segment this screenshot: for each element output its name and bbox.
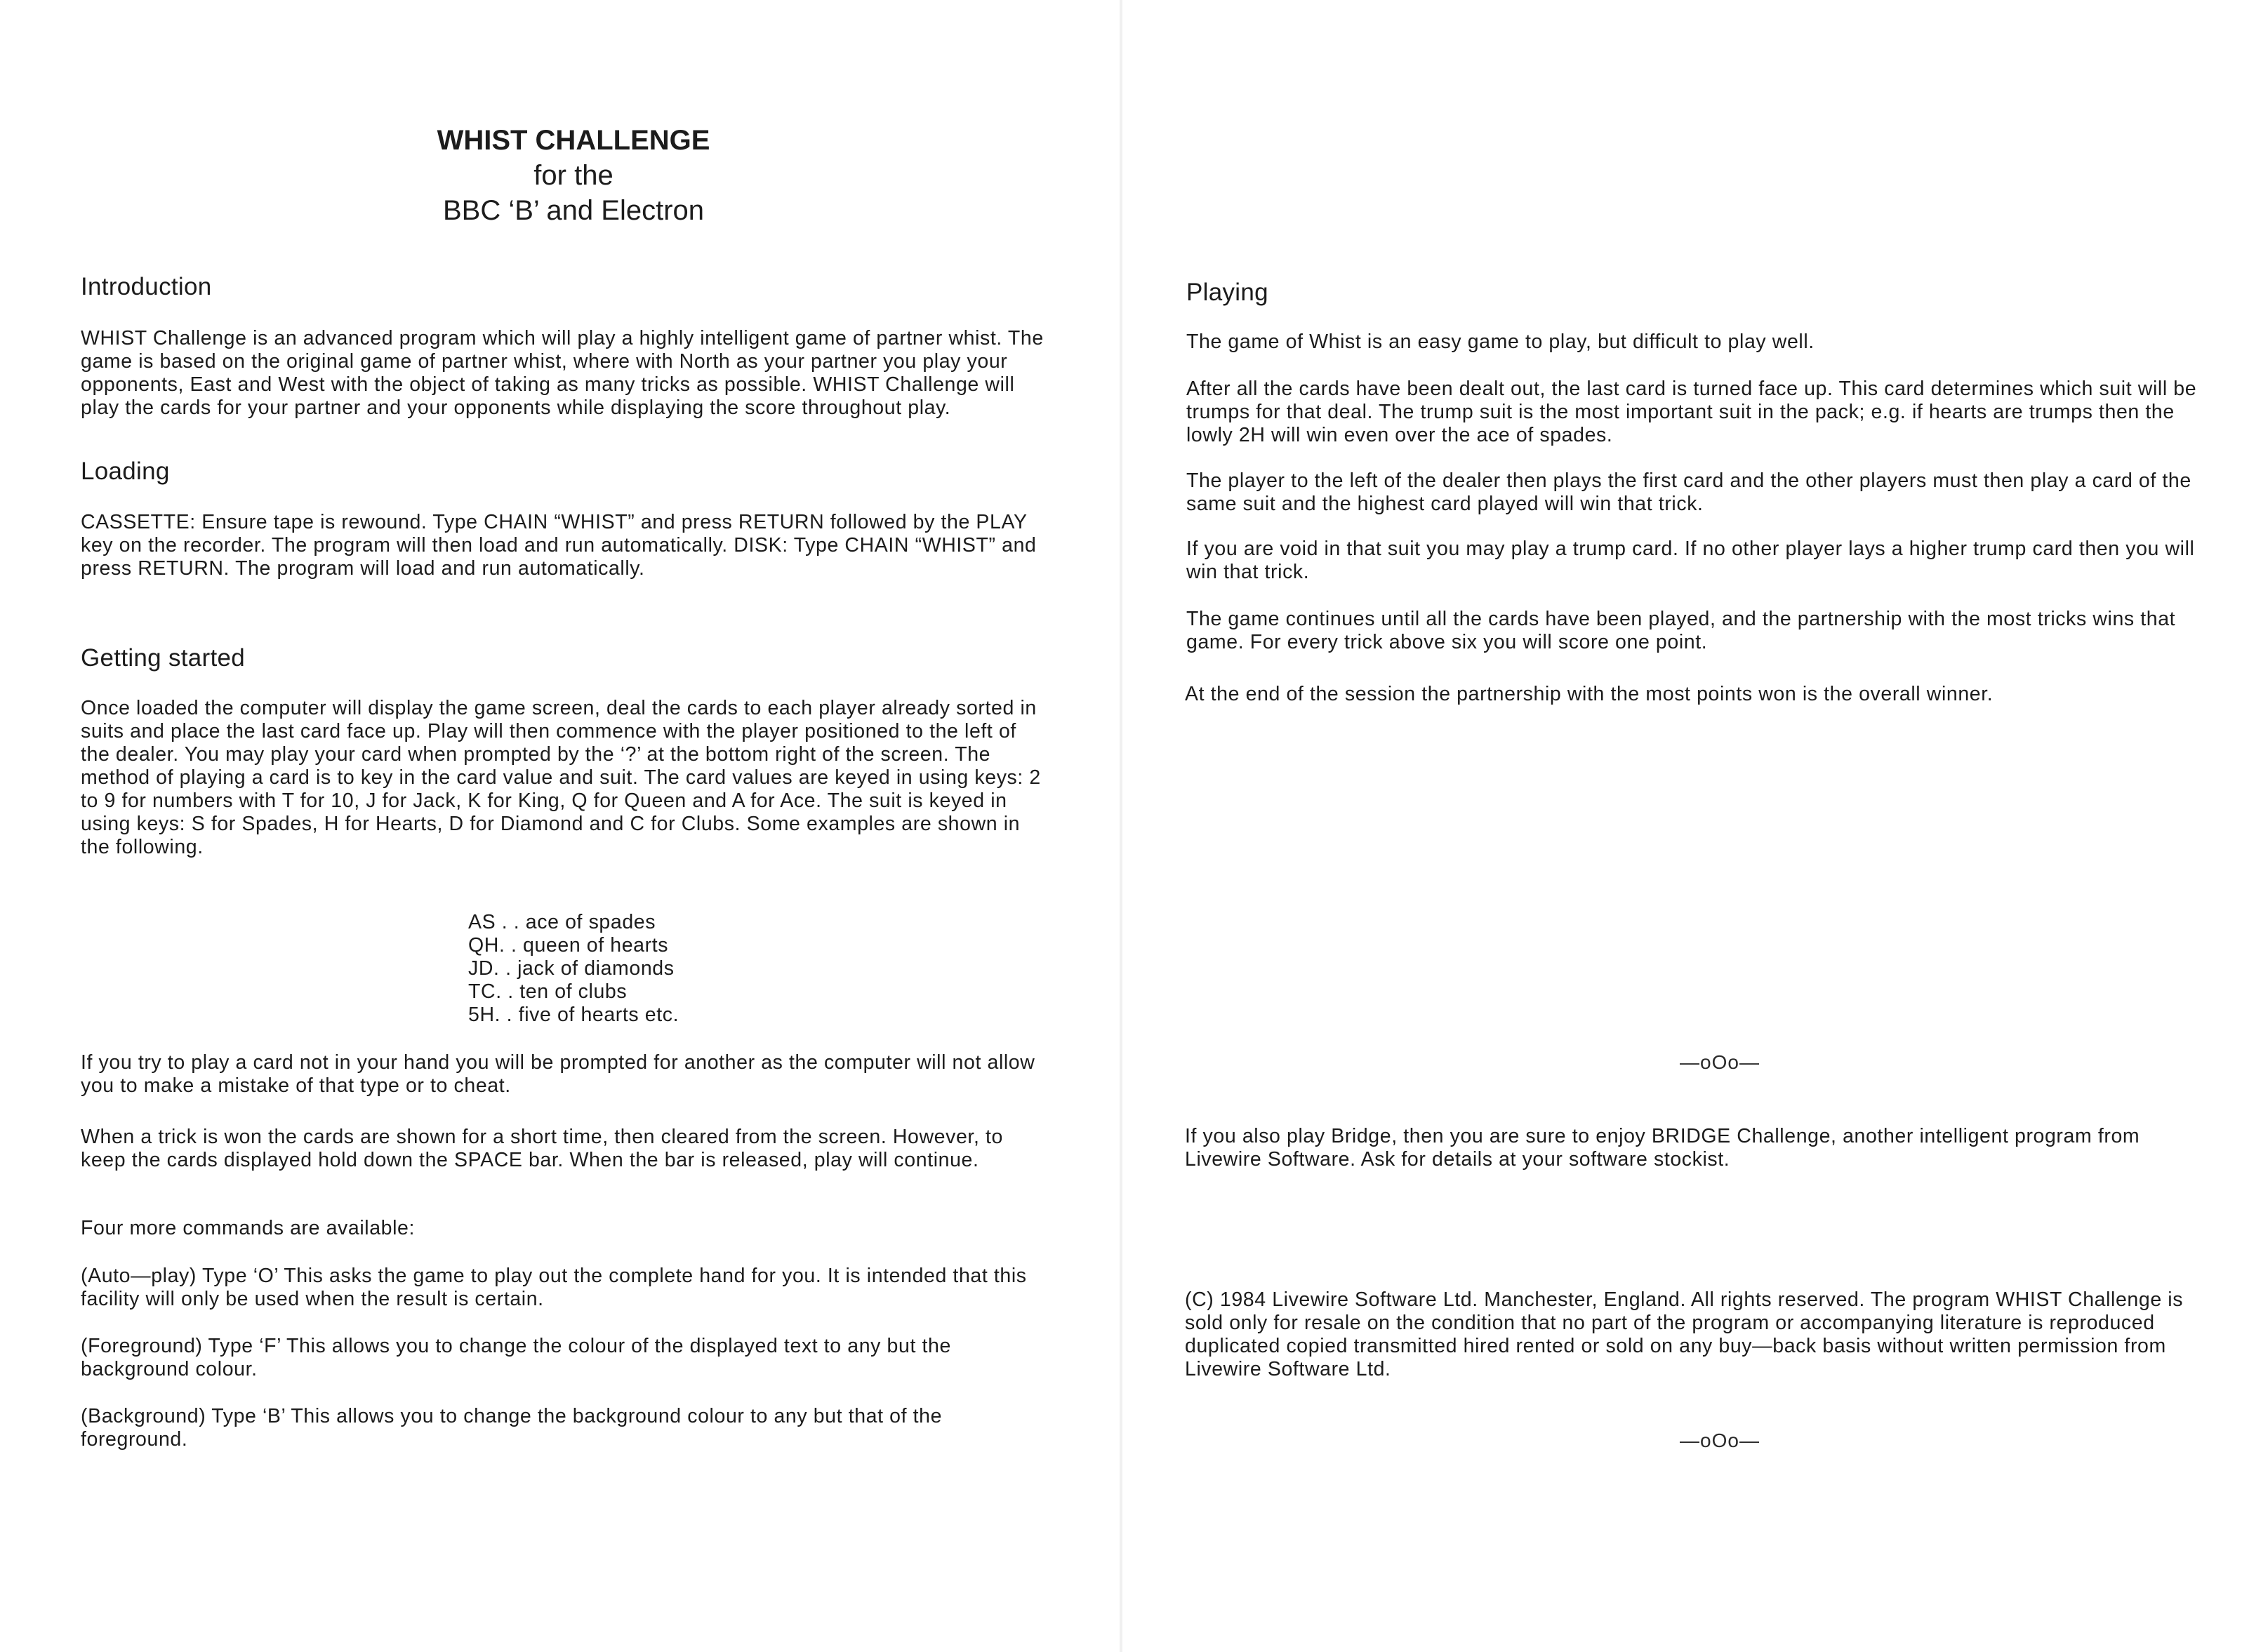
playing-text-3: The player to the left of the dealer then plays the first card and the other players must then play a card of the same suit and the highest card played will win that trick. <box>1186 469 2191 515</box>
heading-getting-started: Getting started <box>81 644 246 672</box>
card-examples-list <box>468 911 679 1027</box>
bridge-ad-text: If you also play Bridge, then you are sure to enjoy BRIDGE Challenge, another intelligent program from Livewire Software. Ask for details at your software stockist. <box>1185 1125 2140 1171</box>
background-command-text: (Background) Type ‘B’ This allows you to change the background colour to any but that of the foreground. <box>81 1405 943 1451</box>
commands-intro-text: Four more commands are available: <box>81 1217 415 1239</box>
right-page <box>1121 0 2242 1652</box>
copyright-text: (C) 1984 Livewire Software Ltd. Manchester, England. All rights reserved. The program WHIST Challenge is sold only for resale on the condition that no part of the program or accompanying literature is reproduced duplicated copied transmitted hired rented or sold on any buy—back basis without written permission from Livewire Software Ltd. <box>1185 1288 2184 1380</box>
example-jack-of-diamonds: JD. . jack of diamonds <box>468 957 675 980</box>
example-five-of-hearts: 5H. . five of hearts etc. <box>468 1004 679 1026</box>
example-ace-of-spades: AS . . ace of spades <box>468 911 656 933</box>
playing-text-4: If you are void in that suit you may play a trump card. If no other player lays a higher trump card then you will win that trick. <box>1186 538 2195 583</box>
title-line-2: for the <box>533 160 613 191</box>
trick-won-text: When a trick is won the cards are shown for a short time, then cleared from the screen. However, to keep the cards displayed hold down the SPACE bar. When the bar is released, play will continue. <box>81 1126 1003 1171</box>
getting-started-text: Once loaded the computer will display the game screen, deal the cards to each player already sorted in suits and place the last card face up. Play will then commence with the player positioned to the left of the dealer. You may play your card when prompted by the ‘?’ at the bottom right of the screen. The method of playing a card is to key in the card value and suit. The card values are keyed in using keys: 2 to 9 for numbers with T for 10, J for Jack, K for King, Q for Queen and A for Ace. The suit is keyed in using keys: S for Spades, H for Hearts, D for Diamond and C for Clubs. Some examples are shown in the following. <box>81 697 1041 858</box>
autoplay-command-text: (Auto—play) Type ‘O’ This asks the game to play out the complete hand for you. It is intended that this facility will only be used when the result is certain. <box>81 1265 1027 1310</box>
section-divider-2: —oOo— <box>1680 1430 1760 1451</box>
introduction-text: WHIST Challenge is an advanced program which will play a highly intelligent game of partner whist. The game is based on the original game of partner whist, where with North as your partner you play your opponents, East and West with the object of taking as many tricks as possible. WHIST Challenge will play the cards for your partner and your opponents while displaying the score throughout play. <box>81 327 1044 419</box>
heading-playing: Playing <box>1186 279 1268 306</box>
playing-text-2: After all the cards have been dealt out, the last card is turned face up. This card determines which suit will be trumps for that deal. The trump suit is the most important suit in the pack; e.g. if hearts are trumps then the lowly 2H will win even over the ace of spades. <box>1186 378 2197 446</box>
heading-loading: Loading <box>81 458 170 485</box>
example-queen-of-hearts: QH. . queen of hearts <box>468 934 669 957</box>
playing-text-6: At the end of the session the partnership with the most points won is the overall winner. <box>1185 683 1994 705</box>
title-line-1: WHIST CHALLENGE <box>437 125 710 156</box>
loading-text: CASSETTE: Ensure tape is rewound. Type CHAIN “WHIST” and press RETURN followed by the PLAY key on the recorder. The program will then load and run automatically. DISK: Type CHAIN “WHIST” and press RETURN. The program will load and run automatically. <box>81 511 1037 580</box>
document-title <box>0 123 1121 228</box>
title-line-3: BBC ‘B’ and Electron <box>442 195 705 226</box>
invalid-card-text: If you try to play a card not in your hand you will be prompted for another as the computer will not allow you to make a mistake of that type or to cheat. <box>81 1051 1035 1097</box>
example-ten-of-clubs: TC. . ten of clubs <box>468 980 628 1003</box>
playing-text-5: The game continues until all the cards have been played, and the partnership with the most tricks wins that game. For every trick above six you will score one point. <box>1186 608 2176 653</box>
playing-text-1: The game of Whist is an easy game to play, but difficult to play well. <box>1186 331 1815 353</box>
heading-introduction: Introduction <box>81 273 212 300</box>
section-divider-1: —oOo— <box>1680 1051 1760 1073</box>
foreground-command-text: (Foreground) Type ‘F’ This allows you to change the colour of the displayed text to any but the background colour. <box>81 1335 951 1380</box>
